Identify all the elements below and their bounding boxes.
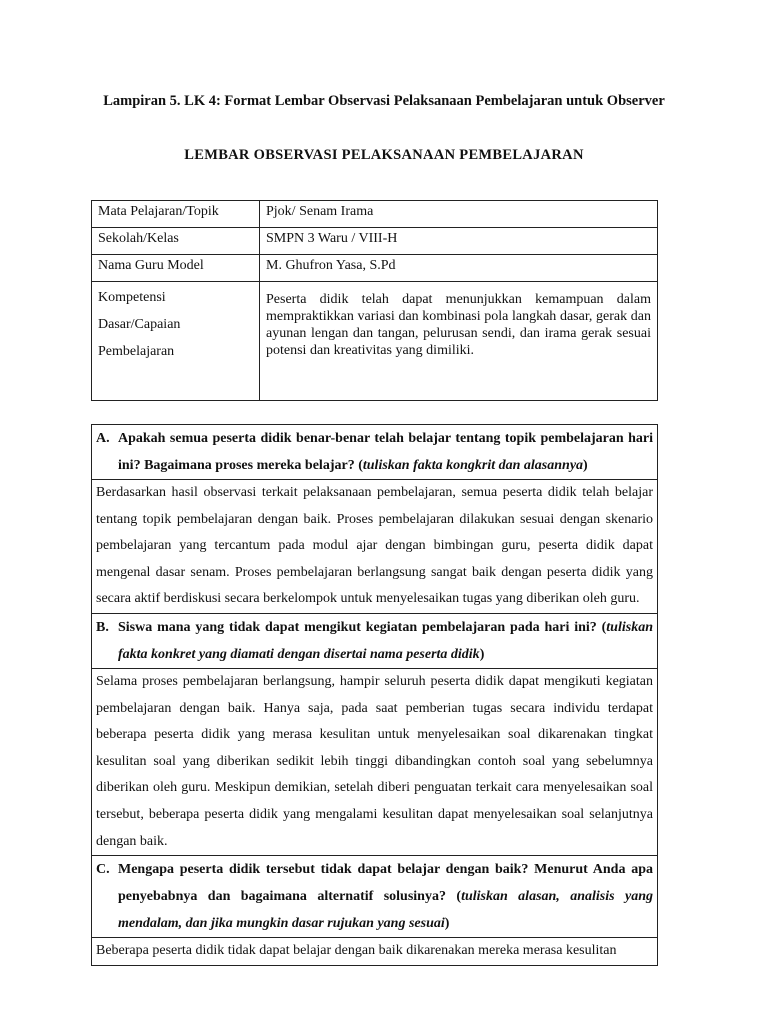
question-row-c bbox=[92, 856, 658, 938]
document-caption: Lampiran 5. LK 4: Format Lembar Observasi Pelaksanaan Pembelajaran untuk Observer bbox=[103, 93, 665, 109]
answer-row-c bbox=[92, 938, 658, 966]
question-c-text: Mengapa peserta didik tersebut tidak dapat belajar dengan baik? Menurut Anda apa penyebabnya dan bagaimana alternatif solusinya? ( bbox=[118, 862, 653, 905]
info-row-school bbox=[92, 228, 658, 255]
teacher-label: Nama Guru Model bbox=[92, 255, 260, 282]
question-c bbox=[96, 856, 653, 937]
question-b-note: tuliskan fakta konkret yang diamati dengan disertai nama peserta didik bbox=[118, 619, 653, 662]
question-a-end: ) bbox=[583, 458, 588, 473]
observation-table bbox=[91, 424, 658, 966]
answer-row-a bbox=[92, 480, 658, 614]
answer-b: Selama proses pembelajaran berlangsung, hampir seluruh peserta didik dapat mengikuti kegiatan pembelajaran dengan baik. Hanya saja, pada saat pemberian tugas secara individu terdapat beberapa peserta didik yang merasa kesulitan untuk menyelesaikan soal dikarenakan tingkat kesulitan soal yang diberikan sedikit lebih tinggi dibandingkan contoh soal yang sebelumnya diberikan oleh guru. Meskipun demikian, setelah diberi penguatan terkait cara menyelesaikan soal tersebut, beberapa peserta didik yang mengalami kesulitan dapat menyelesaikan soal selanjutnya dengan baik. bbox=[96, 673, 653, 849]
school-label: Sekolah/Kelas bbox=[92, 228, 260, 255]
subject-value: Pjok/ Senam Irama bbox=[260, 201, 658, 228]
info-row-competence bbox=[92, 282, 658, 401]
question-row-a bbox=[92, 425, 658, 480]
question-a-letter: A. bbox=[96, 431, 110, 446]
question-b-letter: B. bbox=[96, 619, 109, 635]
competence-label-line-2: Dasar/Capaian bbox=[98, 317, 181, 332]
question-b-text: Siswa mana yang tidak dapat mengikut kegiatan pembelajaran pada hari ini? ( bbox=[118, 619, 607, 635]
question-c-letter: C. bbox=[96, 862, 110, 878]
competence-value-cell bbox=[260, 282, 658, 401]
question-a bbox=[96, 425, 653, 479]
question-c-note: tuliskan alasan, analisis yang mendalam, dan jika mungkin dasar rujukan yang sesuai bbox=[118, 889, 653, 932]
competence-label-cell bbox=[92, 282, 260, 401]
info-row-subject bbox=[92, 201, 658, 228]
document-title: LEMBAR OBSERVASI PELAKSANAAN PEMBELAJARAN bbox=[184, 147, 584, 163]
answer-row-b bbox=[92, 668, 658, 855]
competence-label-line-1: Kompetensi bbox=[98, 290, 166, 305]
question-c-end: ) bbox=[444, 916, 450, 932]
question-a-text: Apakah semua peserta didik benar-benar telah belajar tentang topik pembelajaran hari ini? Bagaimana proses mereka belajar? ( bbox=[118, 431, 653, 473]
answer-c: Beberapa peserta didik tidak dapat belajar dengan baik dikarenakan mereka merasa kesulitan bbox=[96, 943, 617, 959]
school-value: SMPN 3 Waru / VIII-H bbox=[260, 228, 658, 255]
answer-a: Berdasarkan hasil observasi terkait pelaksanaan pembelajaran, semua peserta didik telah belajar tentang topik pembelajaran dengan baik. Proses pembelajaran dilakukan sesuai dengan skenario pembelajaran yang tercantum pada modul ajar dengan bimbingan guru, peserta didik dapat mengenal dasar senam. Proses pembelajaran berlangsung sangat baik dengan peserta didik yang secara aktif berdiskusi secara berkelompok untuk menyelesaikan tugas yang diberikan oleh guru. bbox=[96, 485, 653, 607]
subject-label: Mata Pelajaran/Topik bbox=[92, 201, 260, 228]
question-b bbox=[96, 614, 653, 668]
competence-value: Peserta didik telah dapat menunjukkan kemampuan dalam mempraktikkan variasi dan kombinasi pola langkah dasar, gerak dan ayunan lengan dan tangan, pelurusan sendi, dan irama gerak sesuai potensi dan kreativitas yang dimiliki. bbox=[266, 292, 651, 358]
competence-label-line-3: Pembelajaran bbox=[98, 344, 175, 359]
teacher-value: M. Ghufron Yasa, S.Pd bbox=[260, 255, 658, 282]
question-row-b bbox=[92, 613, 658, 668]
question-b-end: ) bbox=[479, 646, 485, 662]
info-row-teacher bbox=[92, 255, 658, 282]
question-a-note: tuliskan fakta kongkrit dan alasannya bbox=[362, 458, 584, 473]
lesson-info-table bbox=[91, 200, 658, 401]
